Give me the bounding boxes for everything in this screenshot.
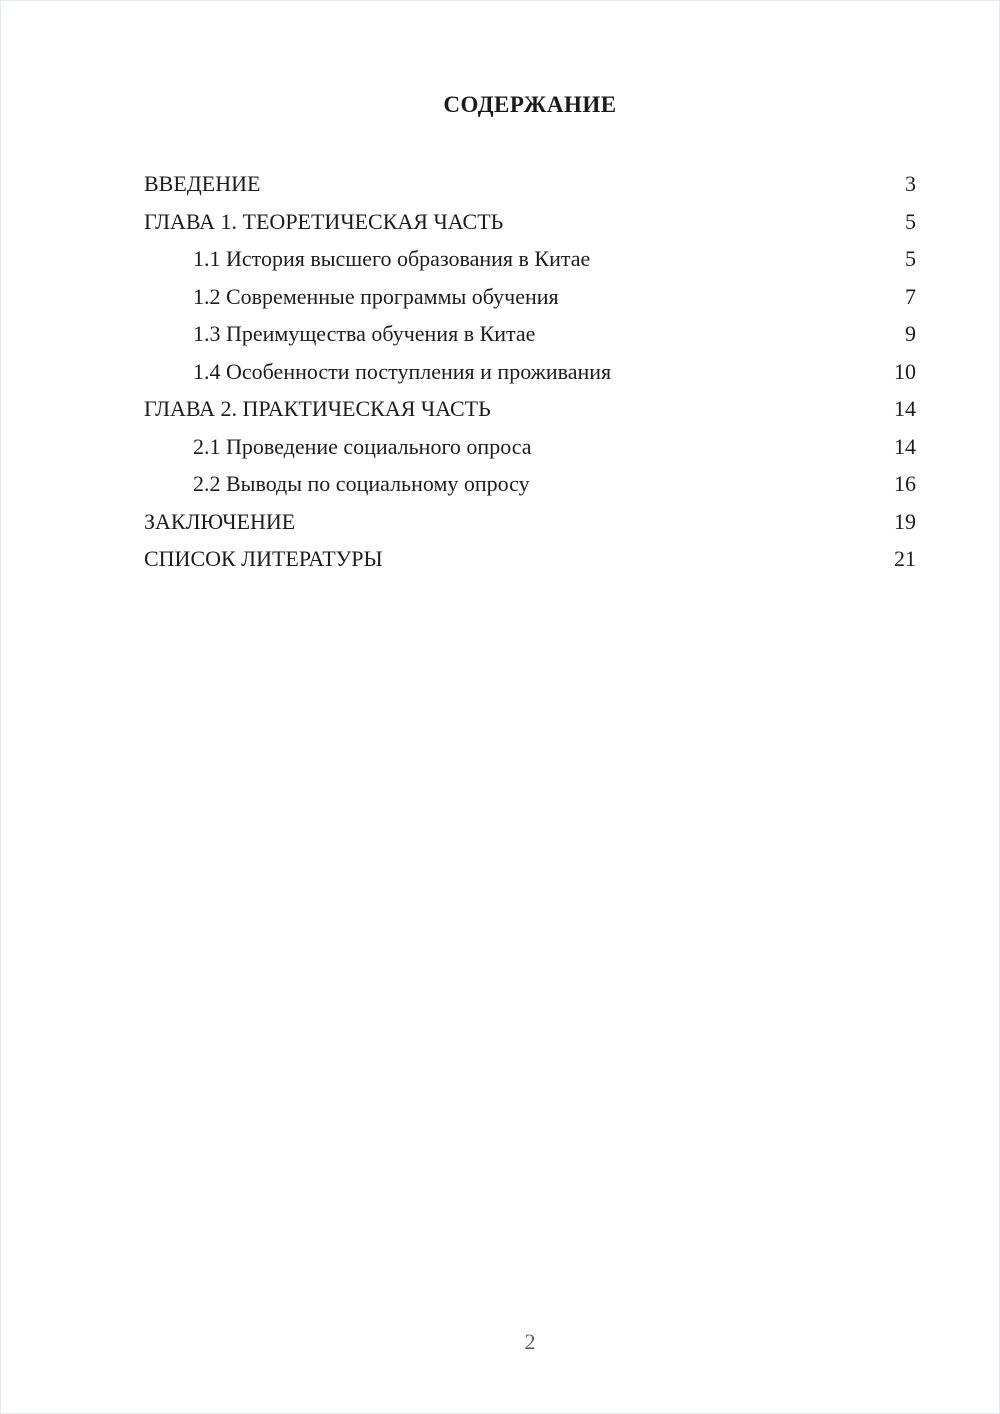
page-content <box>144 91 916 578</box>
toc-entry <box>144 390 916 428</box>
toc-entry-label: 2.2 Выводы по социальному опросу <box>193 471 530 496</box>
toc-entry-label: ВВЕДЕНИЕ <box>144 171 261 196</box>
toc-entry-label: ГЛАВА 1. ТЕОРЕТИЧЕСКАЯ ЧАСТЬ <box>144 208 504 234</box>
toc-entry-page-number: 21 <box>894 546 916 571</box>
toc-entry-label: 1.4 Особенности поступления и проживания <box>193 358 612 384</box>
toc-entry-page-number: 14 <box>894 396 916 421</box>
toc-entry <box>144 203 916 241</box>
toc-entry-page-number: 16 <box>894 471 916 496</box>
toc-entry <box>144 465 916 503</box>
toc-entry <box>144 503 916 541</box>
toc-entry <box>144 315 916 353</box>
toc-entry-page-number: 14 <box>894 433 916 459</box>
toc-entry <box>144 240 916 278</box>
toc-entry-label: 1.1 История высшего образования в Китае <box>193 246 591 271</box>
table-of-contents <box>144 165 916 578</box>
toc-entry <box>144 540 916 578</box>
footer-page-number: 2 <box>524 1329 536 1354</box>
toc-entry <box>144 165 916 203</box>
toc-entry-page-number: 5 <box>905 246 916 271</box>
toc-entry <box>144 353 916 391</box>
toc-entry-page-number: 5 <box>905 208 916 234</box>
toc-entry-label: ЗАКЛЮЧЕНИЕ <box>144 508 296 534</box>
toc-entry-label: 1.3 Преимущества обучения в Китае <box>193 321 536 346</box>
page-title: СОДЕРЖАНИЕ <box>443 92 617 117</box>
toc-entry-page-number: 7 <box>905 283 916 309</box>
toc-entry-label: 2.1 Проведение социального опроса <box>193 433 532 459</box>
toc-entry-label: ГЛАВА 2. ПРАКТИЧЕСКАЯ ЧАСТЬ <box>144 396 491 421</box>
toc-entry-page-number: 19 <box>894 508 916 534</box>
toc-entry-label: 1.2 Современные программы обучения <box>193 283 559 309</box>
toc-entry <box>144 428 916 466</box>
toc-entry-label: СПИСОК ЛИТЕРАТУРЫ <box>144 546 383 571</box>
toc-entry <box>144 278 916 316</box>
toc-entry-page-number: 3 <box>905 171 916 196</box>
toc-entry-page-number: 10 <box>894 358 916 384</box>
toc-entry-page-number: 9 <box>905 321 916 346</box>
